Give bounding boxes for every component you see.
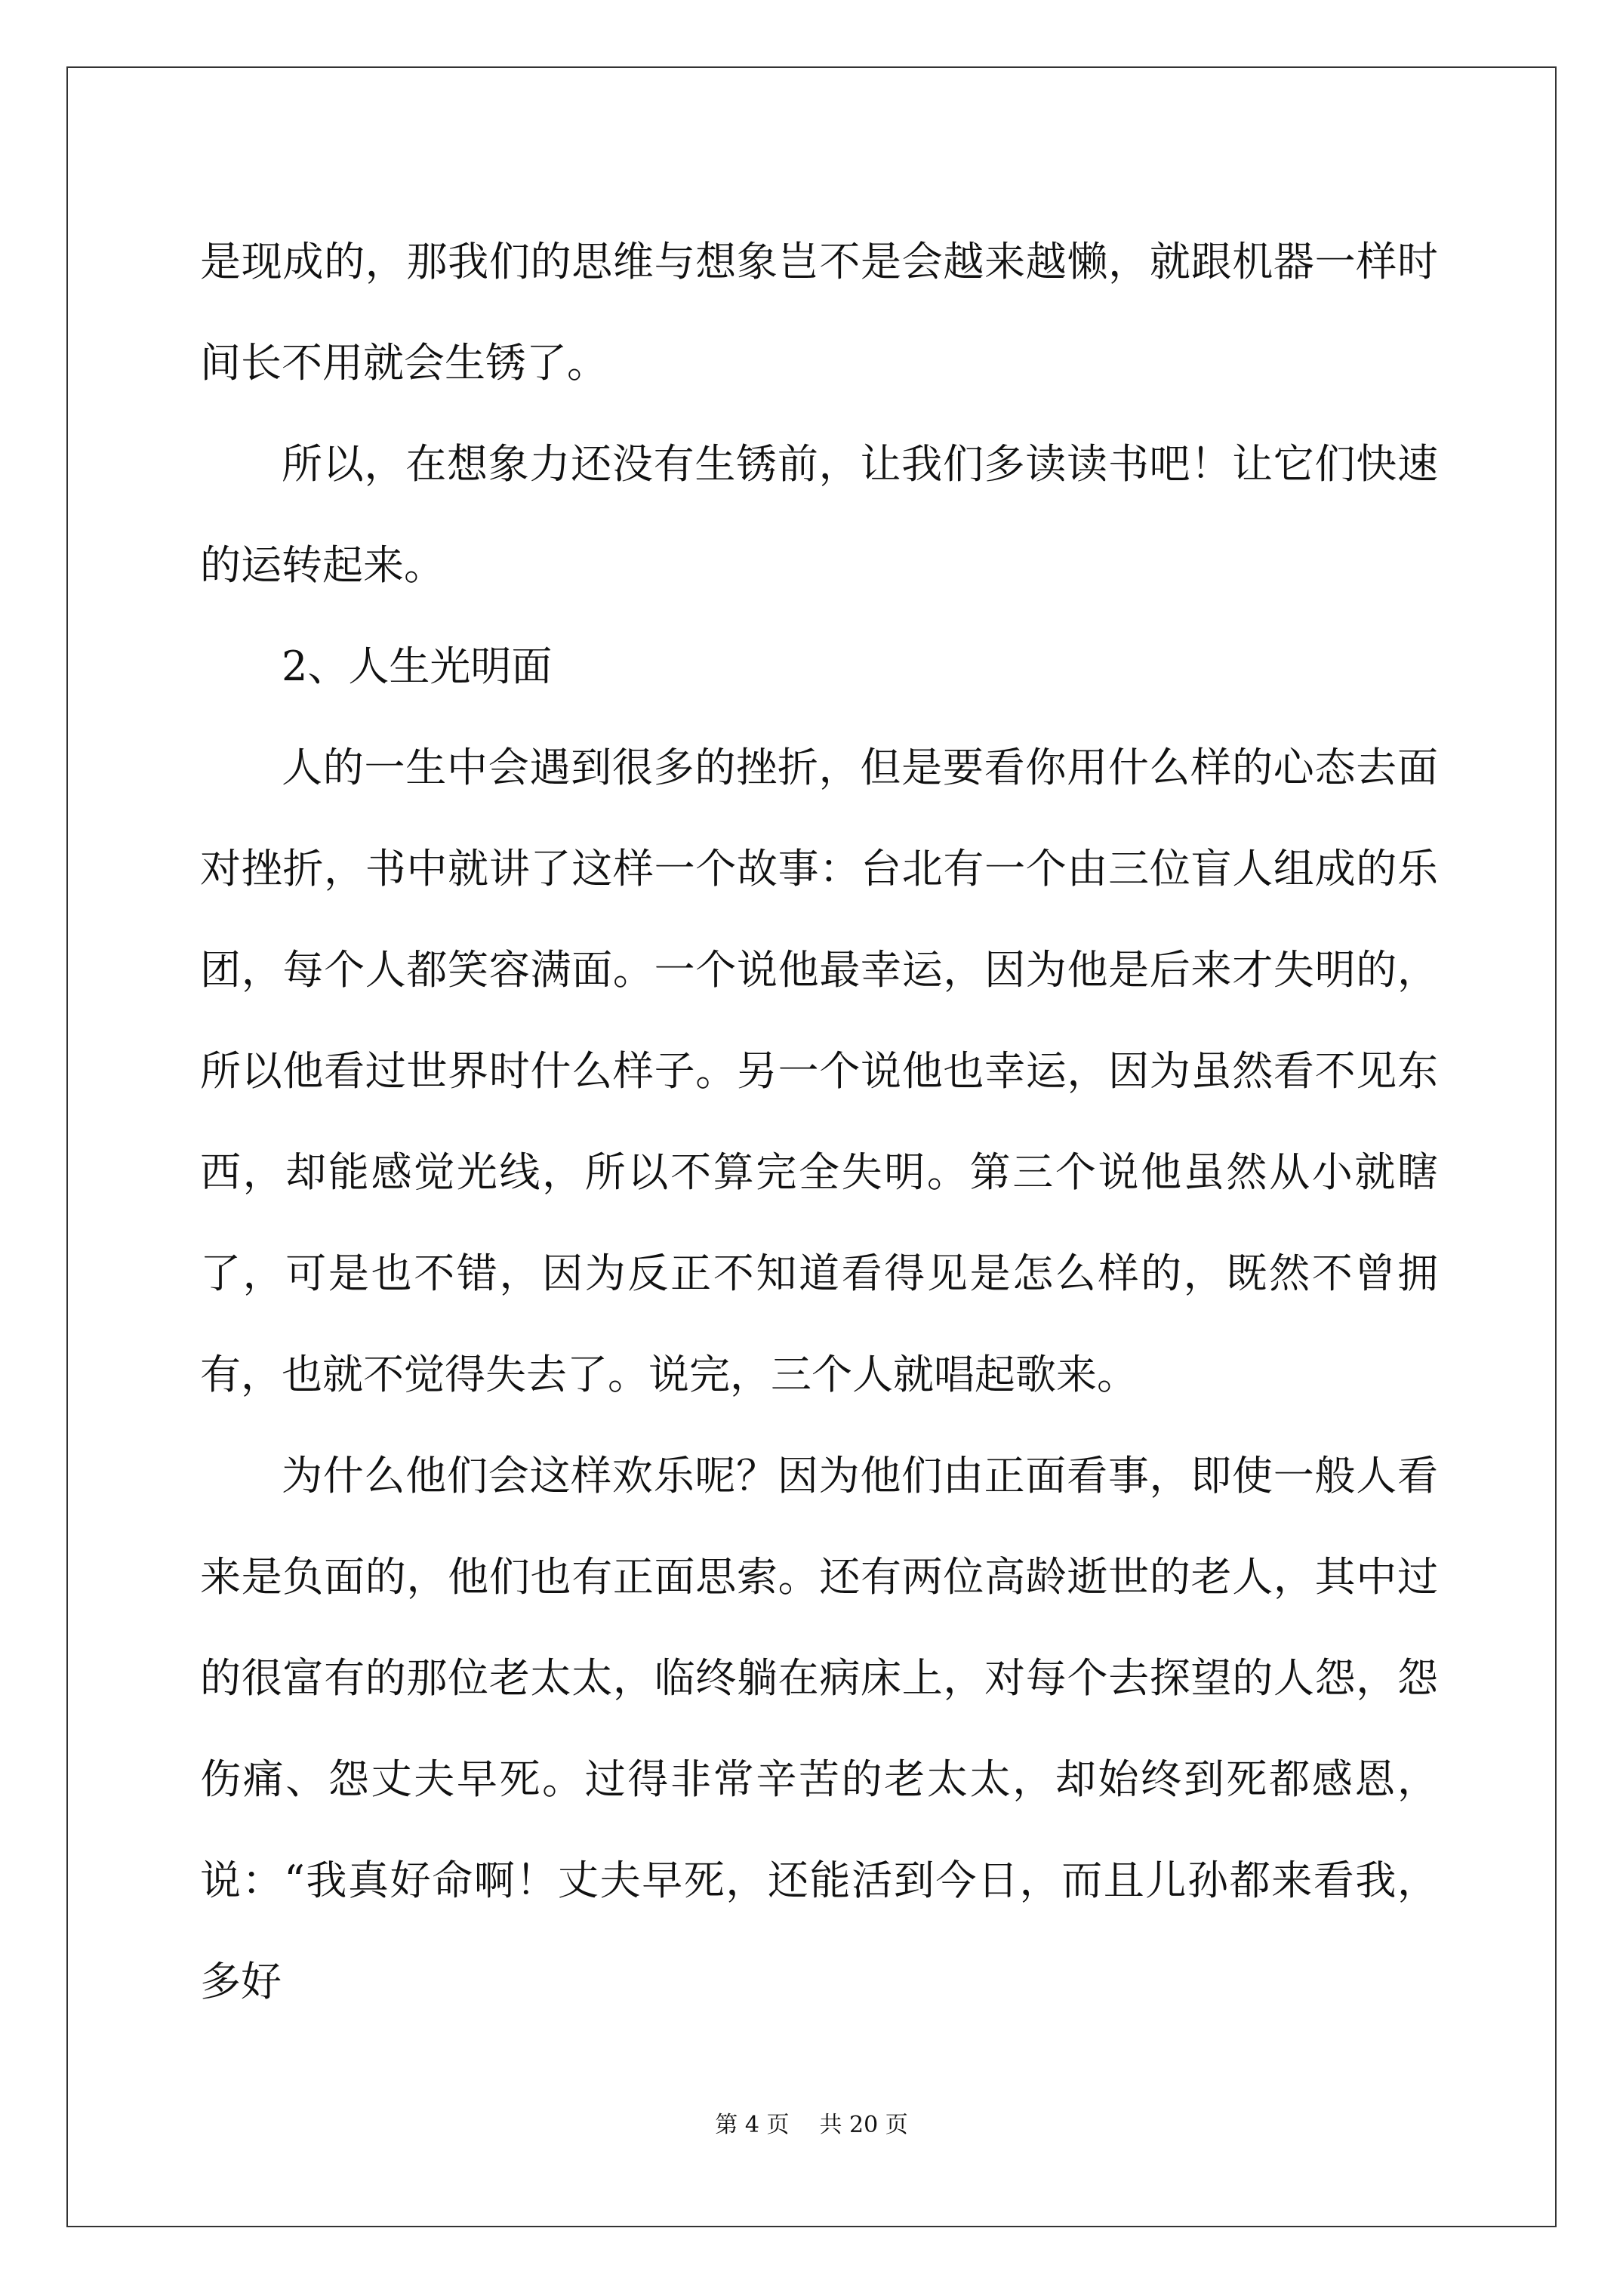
page-total: 共 20 页 <box>819 2112 908 2138</box>
paragraph-4: 为什么他们会这样欢乐呢？因为他们由正面看事，即使一般人看来是负面的，他们也有正面思索。还有两位高龄逝世的老人，其中过的很富有的那位老太太，临终躺在病床上，对每个去探望的人怨，怨伤痛、怨丈夫早死。过得非常辛苦的老太太，却始终到死都感恩，说：“我真好命啊！丈夫早死，还能活到今日，而且儿孙都来看我，多好 <box>200 1452 1438 2005</box>
page-footer <box>0 2110 1623 2140</box>
page-number: 第 4 页 <box>715 2112 790 2138</box>
paragraph-1: 是现成的，那我们的思维与想象岂不是会越来越懒，就跟机器一样时间长不用就会生锈了。 <box>200 238 1438 387</box>
document-body <box>200 211 1438 2032</box>
paragraph-3: 人的一生中会遇到很多的挫折，但是要看你用什么样的心态去面对挫折，书中就讲了这样一个故事：台北有一个由三位盲人组成的乐团，每个人都笑容满面。一个说他最幸运，因为他是后来才失明的，所以他看过世界时什么样子。另一个说他也幸运，因为虽然看不见东西，却能感觉光线，所以不算完全失明。第三个说他虽然从小就瞎了，可是也不错，因为反正不知道看得见是怎么样的，既然不曾拥有，也就不觉得失去了。说完，三个人就唱起歌来。 <box>200 744 1438 1398</box>
paragraph-2: 所以，在想象力还没有生锈前，让我们多读读书吧！让它们快速的运转起来。 <box>200 440 1438 589</box>
section-heading: 2、人生光明面 <box>282 643 553 690</box>
